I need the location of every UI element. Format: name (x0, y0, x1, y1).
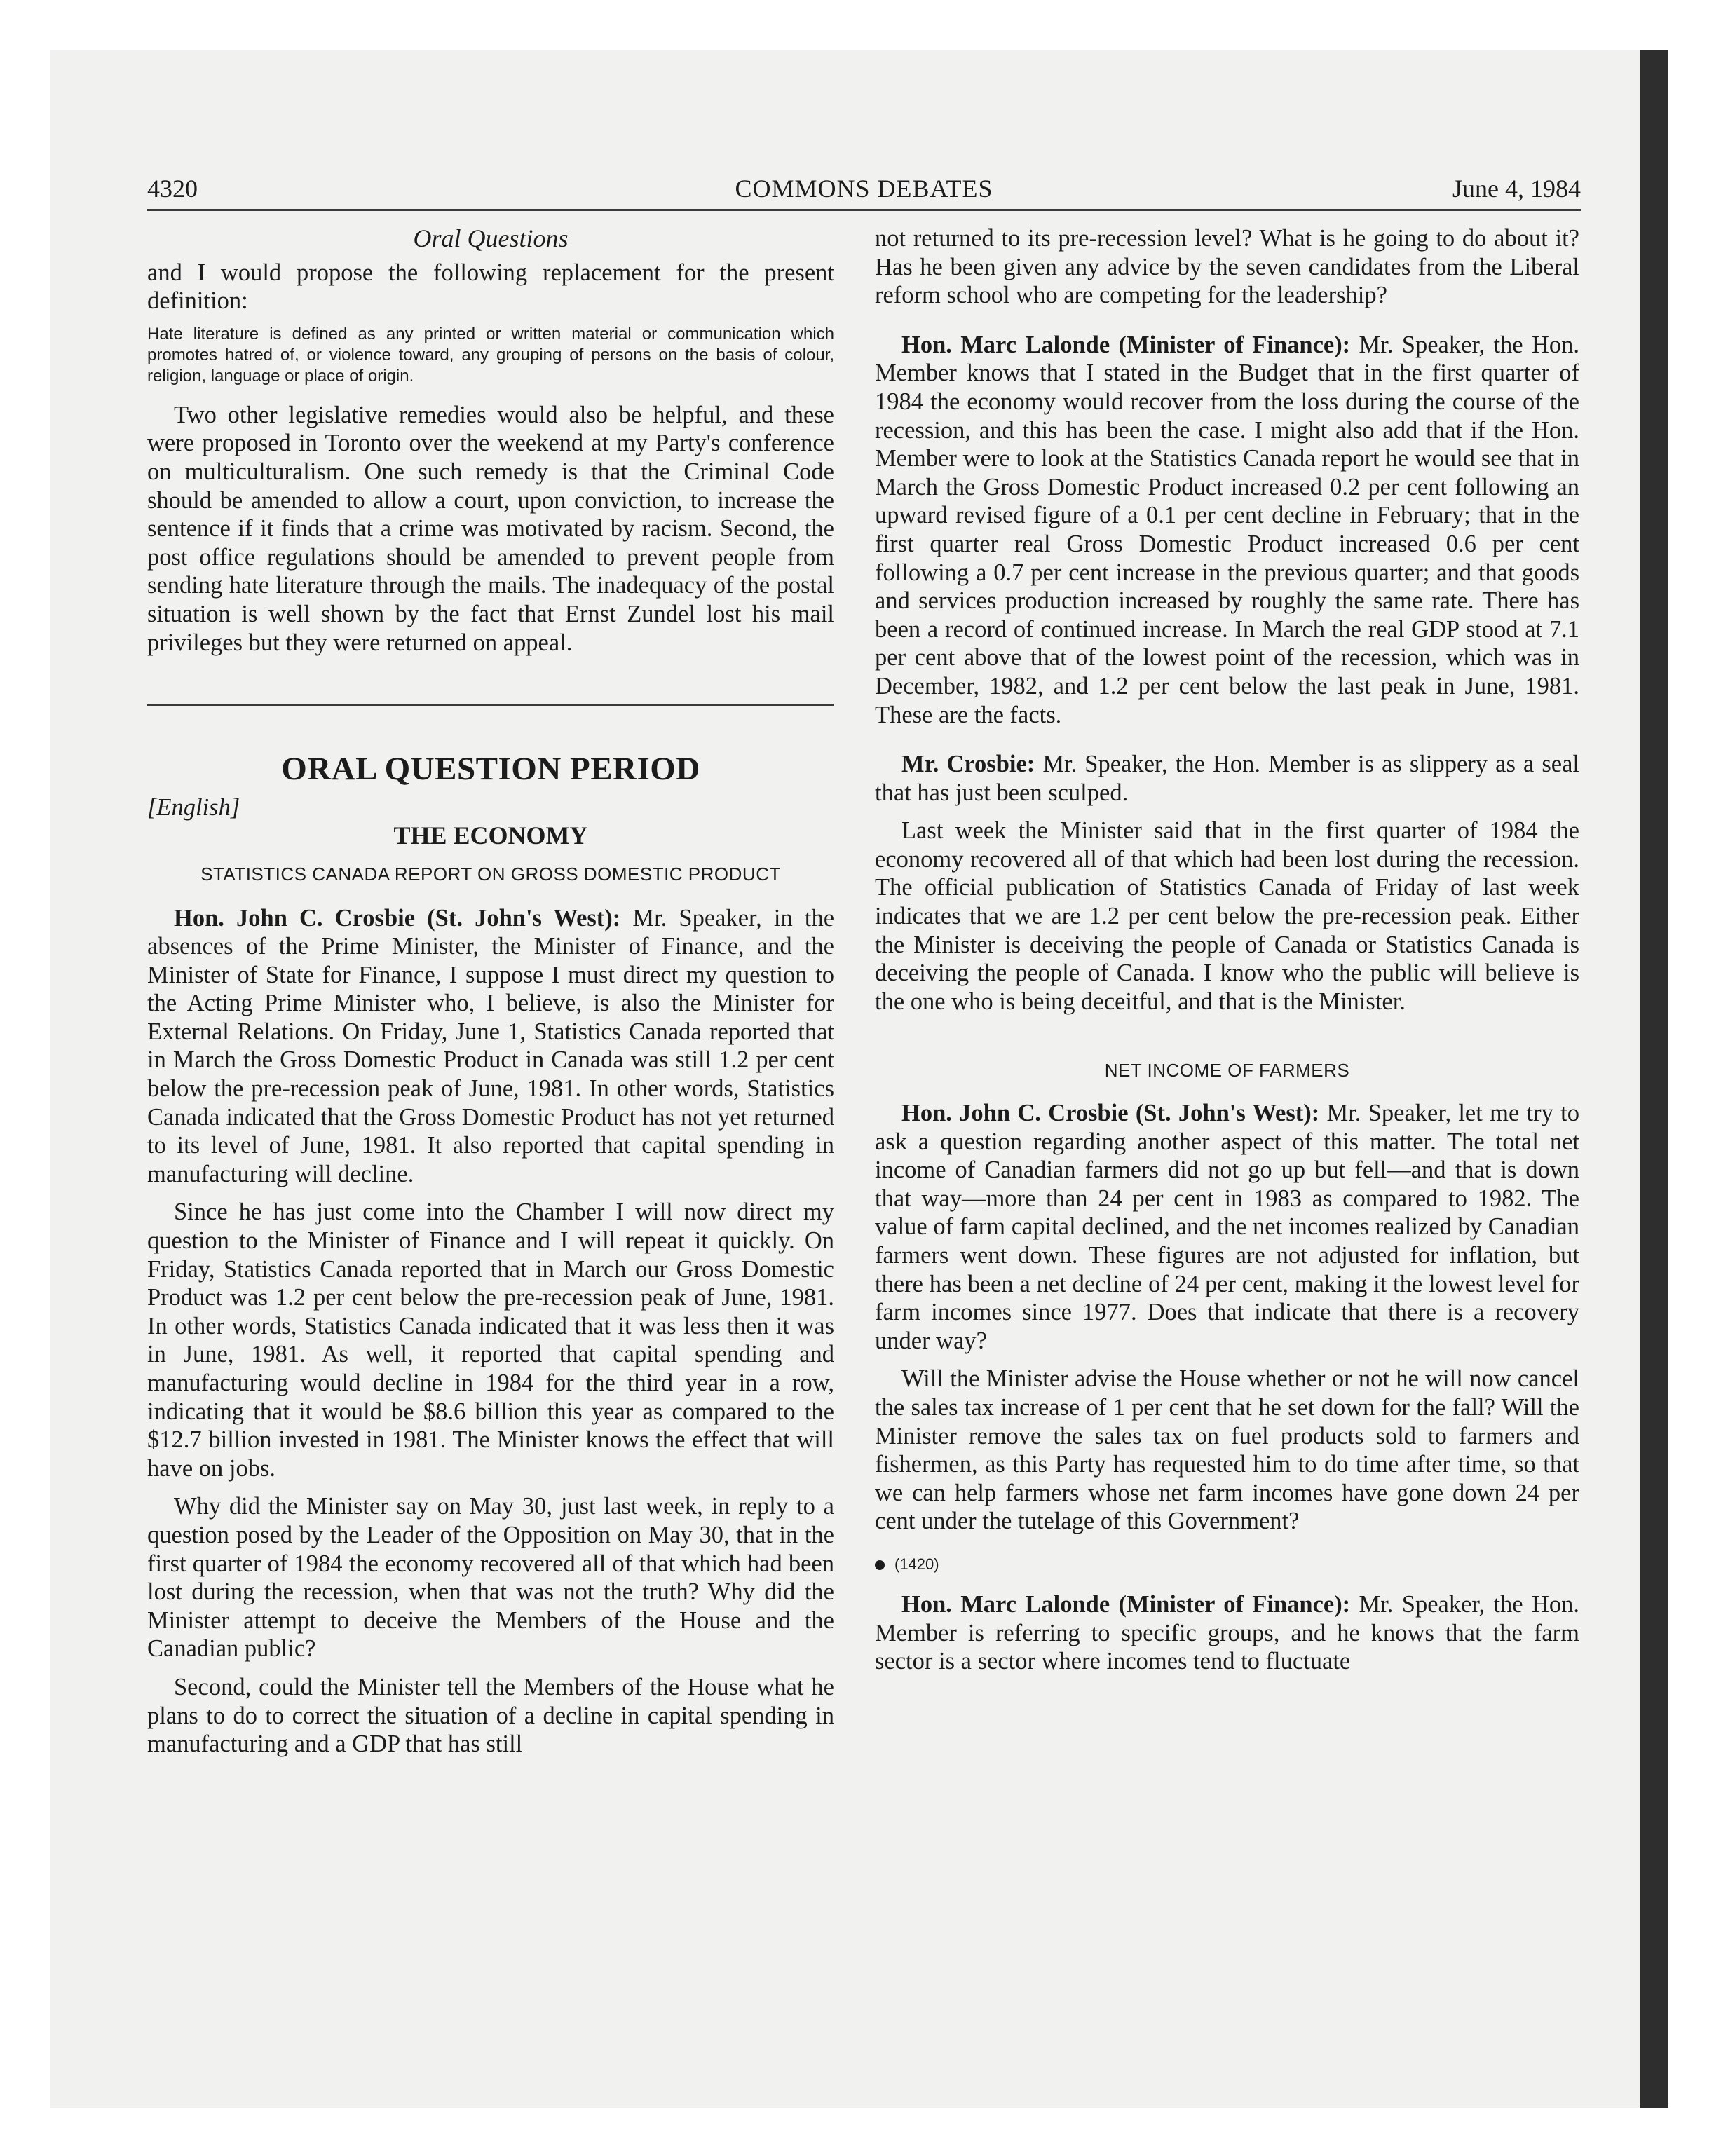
time-marker (875, 1554, 1579, 1575)
subheading-farmers: NET INCOME OF FARMERS (1104, 1060, 1350, 1082)
section-divider (147, 704, 834, 706)
paragraph-last-week: Last week the Minister said that in the first quarter of 1984 the economy recovered all of that which had been lost during the recession. The official publication of Statistics Canada of Friday of last week indicates that we are 1.2 per cent below the pre-recession peak. Either the Minister is deceiving the people of Canada or Statistics Canada is deceiving the people of Canada. I know who the public will believe is the one who is being deceitful, and that is the Minister. (875, 817, 1579, 1015)
speaker-name: Hon. John C. Crosbie (St. John's West): (901, 1100, 1320, 1127)
speaker-name: Hon. Marc Lalonde (Minister of Finance): (901, 1590, 1351, 1618)
paragraph-will: Will the Minister advise the House whether or not he will now cancel the sales tax increase of 1 per cent that he set down for the fall? Will the Minister remove the sales tax on fuel products sold to farmers and fishermen, as this Party has requested him to do time after time, so that we can help farmers whose net farm incomes have gone down 24 per cent under the tutelage of this Government? (875, 1365, 1579, 1535)
speech-crosbie-2 (875, 1099, 1579, 1355)
speech-lalonde-2 (875, 1590, 1579, 1676)
language-note: [English] (147, 793, 240, 821)
speech-text: Mr. Speaker, in the absences of the Prime Minister, the Minister of Finance, and the Minister of State for Finance, I suppose I must direct my question to the Acting Prime Minister who, I believe, is also the Minister for External Relations. On Friday, June 1, Statistics Canada reported that in March the Gross Domestic Product in Canada was still 1.2 per cent below the pre-recession peak of June, 1981. In other words, Statistics Canada indicated that the Gross Domestic Product has not yet returned to its level of June, 1981. It also reported that capital spending in manufacturing will decline. (147, 904, 835, 1187)
speech-crosbie-short (875, 750, 1579, 807)
main-heading: ORAL QUESTION PERIOD (281, 751, 700, 788)
speech-crosbie (147, 904, 834, 1189)
paragraph-since: Since he has just come into the Chamber I will now direct my question to the Minister of Finance and I will repeat it quickly. On Friday, Statistics Canada reported that in March our Gross Domestic Product was 1.2 per cent below the pre-recession peak of June, 1981. In other words, Statistics Canada indicated that it was less then it was in June, 1981. As well, it reported that capital spending and manufacturing would decline in 1984 for the third year in a row, indicating that it would be $8.6 billion this year as compared to the $12.7 billion invested in 1981. The Minister knows the effect that will have on jobs. (147, 1199, 834, 1482)
right-column (875, 224, 1579, 1676)
speaker-name: Mr. Crosbie: (901, 751, 1035, 778)
running-head: Oral Questions (413, 224, 569, 252)
speech-lalonde (875, 331, 1579, 729)
speech-text: Mr. Speaker, the Hon. Member knows that I stated in the Budget that in the first quarter of 1984 the economy would recover from the loss during the course of the recession, and this has been the case. I might also add that if the Hon. Member were to look at the Statistics Canada report he would see that in March the Gross Domestic Product increased 0.2 per cent following an upward revised figure of a 0.1 per cent decline in February; that in the first quarter real Gross Domestic Product increased 0.6 per cent following a 0.7 per cent increase in the previous quarter; and that goods and services production increased by roughly the same rate. There has been a record of continued increase. In March the real GDP stood at 7.1 per cent above that of the lowest point of the recession, which was in December, 1982, and 1.2 per cent below the last peak in June, 1981. These are the facts. (875, 331, 1580, 728)
section-heading: THE ECONOMY (393, 821, 588, 850)
paragraph-why: Why did the Minister say on May 30, just last week, in reply to a question posed by the Leader of the Opposition on May 30, that in the first quarter of 1984 the economy recovered all of that which had been lost during the recession, when that was not the truth? Why did the Minister attempt to deceive the Members of the House and the Canadian public? (147, 1493, 834, 1663)
paragraph-opening: and I would propose the following replacement for the present definition: (147, 259, 834, 315)
time-marker-text: (1420) (894, 1555, 939, 1573)
speech-text: Mr. Speaker, let me try to ask a question regarding another aspect of this matter. The total net income of Canadian farmers did not go up but fell—and that is down that way—more than 24 per cent in 1983 as compared to 1982. The value of farm capital declined, and the net incomes realized by Canadian farmers went down. These figures are not adjusted for inflation, but there has been a net decline of 24 per cent, making it the lowest level for farm incomes since 1977. Does that indicate that there is a recovery under way? (875, 1100, 1579, 1354)
speech-text: Mr. Speaker, the Hon. Member is as slippery as a seal that has just been sculped. (875, 751, 1579, 806)
publication-date: June 4, 1984 (1452, 175, 1581, 203)
quoted-definition: Hate literature is defined as any printed or written material or communication which promotes hatred of, or violence toward, any grouping of persons on the basis of colour, religion, language or place of origin. (147, 324, 834, 386)
page-number: 4320 (147, 175, 198, 203)
bullet-dot-icon (875, 1560, 885, 1570)
subheading: STATISTICS CANADA REPORT ON GROSS DOMESTIC PRODUCT (200, 863, 781, 885)
paragraph-continued: not returned to its pre-recession level? What is he going to do about it? Has he been given any advice by the seven candidates from the Liberal reform school who are competing for the leadership? (875, 225, 1579, 309)
speaker-name: Hon. John C. Crosbie (St. John's West): (174, 904, 621, 932)
binding-edge (1640, 50, 1668, 2108)
speech-text: Mr. Speaker, the Hon. Member is referring to specific groups, and he knows that the farm sector is a sector where incomes tend to fluctuate (875, 1590, 1580, 1675)
publication-title: COMMONS DEBATES (735, 175, 993, 203)
page-header (147, 174, 1581, 211)
left-column (147, 224, 834, 1759)
paragraph-second: Second, could the Minister tell the Members of the House what he plans to do to correct the situation of a decline in capital spending in manufacturing and a GDP that has still (147, 1673, 834, 1758)
paragraph-remedies: Two other legislative remedies would also be helpful, and these were proposed in Toronto over the weekend at my Party's conference on multiculturalism. One such remedy is that the Criminal Code should be amended to allow a court, upon conviction, to increase the sentence if it finds that a crime was motivated by racism. Second, the post office regulations should be amended to prevent people from sending hate literature through the mails. The inadequacy of the postal situation is well shown by the fact that Ernst Zundel lost his mail privileges but they were returned on appeal. (147, 401, 834, 656)
speaker-name: Hon. Marc Lalonde (Minister of Finance): (901, 331, 1351, 358)
